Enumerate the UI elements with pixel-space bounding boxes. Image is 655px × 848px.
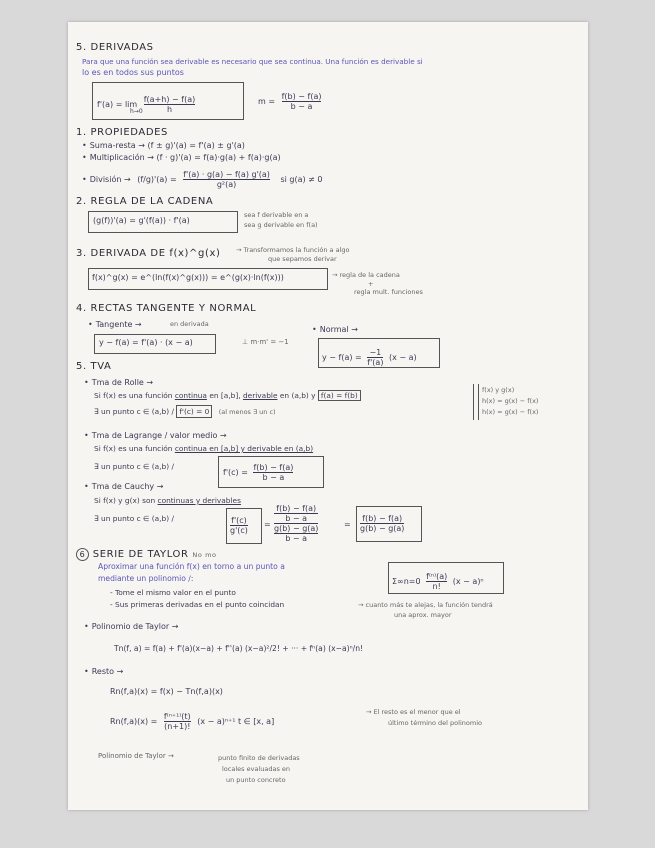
cauchy-title: • Tma de Cauchy → — [84, 482, 163, 492]
intro-line-2: lo es en todos sus puntos — [82, 68, 184, 77]
taylor-note-2: una aprox. mayor — [394, 611, 452, 619]
cauchy-middle-fraction: f(b) − f(a) b − a g(b) − g(a) b − a — [274, 504, 319, 543]
resto-note-1: → El resto es el menor que el — [366, 708, 461, 716]
cauchy-equals-1: = — [264, 520, 271, 529]
taylor-condition-1: - Tome el mismo valor en el punto — [110, 588, 236, 597]
resto-note-2: último término del polinomio — [388, 719, 482, 727]
taylor-condition-2: - Sus primeras derivadas en el punto coincidan — [110, 600, 285, 609]
limit-subscript: h→0 — [130, 108, 143, 115]
section-title-derivada-potencia: 3. DERIVADA DE f(x)^g(x) — [76, 248, 221, 259]
chain-note-2: sea g derivable en f(a) — [244, 221, 318, 229]
polynomial-title: • Polinomio de Taylor → — [84, 622, 178, 632]
rolle-statement: Si f(x) es una función continua en [a,b], derivable en (a,b) y f(a) = f(b) — [94, 391, 361, 401]
tangente-note: en derivada — [170, 320, 209, 328]
perpendicular-note: ⊥ m·m' = −1 — [242, 338, 289, 346]
resto-lagrange-form: Rn(f,a)(x) = $\frac{\text{f⁽ⁿ⁺¹⁾(t)}}{(n+1)!}$ (x − a)ⁿ⁺¹ t ∈ [x, a] — [110, 712, 275, 731]
resto-definition: Rn(f,a)(x) = f(x) − Tn(f,a)(x) — [110, 687, 223, 696]
taylor-definition-1: Aproximar una función f(x) en torno a un punto a — [98, 562, 285, 571]
power-note-mult: regla mult. funciones — [354, 288, 423, 296]
prop-suma-resta: • Suma-resta → (f ± g)'(a) = f'(a) ± g'(a) — [82, 141, 245, 151]
final-note-2: locales evaluadas en — [222, 765, 291, 773]
cauchy-left-fraction: $\frac{f'(c)}{g'(c)}$ — [230, 516, 248, 535]
deriv-note-2: que sepamos derivar — [268, 255, 337, 263]
lagrange-conclusion: ∃ un punto c ∈ (a,b) ∕ — [94, 462, 174, 471]
prop-division: • División → (f/g)'(a) = $\frac{f'(a) \cdot g(a) - f(a) g'(a)}{\text{g²(a)}}$ si g(a) ≠ 0 — [82, 170, 323, 189]
resto-title: • Resto → — [84, 667, 123, 677]
notes-page — [68, 22, 588, 810]
power-note-plus: + — [368, 280, 374, 288]
power-derivative-formula: f(x)^g(x) = e^(ln(f(x)^g(x))) = e^(g(x)·ln(f(x))) — [92, 273, 284, 282]
intro-line-1: Para que una función sea derivable es necesario que sea continua. Una función es derivable si — [82, 57, 423, 66]
chain-rule-formula: (g(f))'(a) = g'(f(a)) · f'(a) — [93, 216, 190, 225]
taylor-polynomial-formula: Tn(f, a) = f(a) + f'(a)(x−a) + f''(a) (x−a)²/2! + ··· + fⁿ(a) (x−a)ⁿ/n! — [114, 644, 364, 653]
section-number-circle: 6 — [76, 548, 89, 561]
derivative-definition: f'(a) = lim $\frac{f(a+h) - f(a)}{h}$ — [97, 95, 196, 114]
rolle-side-1: f(x) y g(x) — [482, 386, 515, 394]
normal-formula: y − f(a) = $\frac{-1}{f'(a)}$ (x − a) — [322, 348, 417, 367]
deriv-note-1: → Transformamos la función a algo — [236, 246, 350, 254]
cauchy-right-fraction: $\frac{f(b) - f(a)}{g(b) - g(a)}$ — [360, 514, 405, 533]
section-title-tva: 5. TVA — [76, 361, 112, 372]
section-title-rectas: 4. RECTAS TANGENTE Y NORMAL — [76, 303, 257, 314]
taylor-note-1: → cuanto más te alejas, la función tendrá — [358, 601, 493, 609]
lagrange-formula: f'(c) = $\frac{f(b) - f(a)}{b - a}$ — [223, 463, 294, 482]
normal-label: • Normal → — [312, 325, 358, 335]
cauchy-statement: Si f(x) y g(x) son continuas y derivables — [94, 496, 241, 505]
rolle-title: • Tma de Rolle → — [84, 378, 153, 388]
lagrange-title: • Tma de Lagrange / valor medio → — [84, 431, 227, 441]
rolle-side-2: h(x) = g(x) − f(x) — [482, 397, 539, 405]
rolle-side-3: h(x) = g(x) − f(x) — [482, 408, 539, 416]
rolle-conclusion: ∃ un punto c ∈ (a,b) ∕ f'(c) = 0 (al menos ∃ un c) — [94, 407, 276, 416]
tangente-label: • Tangente → — [88, 320, 142, 330]
chain-note-1: sea f derivable en a — [244, 211, 309, 219]
final-label: Polinomio de Taylor → — [98, 752, 174, 760]
side-divider — [473, 384, 479, 420]
taylor-series-formula: Σ∞n=0 $\frac{\text{f⁽ⁿ⁾(a)}}{n!}$ (x − a)ⁿ — [392, 572, 484, 591]
cauchy-conclusion: ∃ un punto c ∈ (a,b) ∕ — [94, 514, 174, 523]
slope-formula: m = $\frac{f(b) - f(a)}{b - a}$ — [258, 92, 322, 111]
tangent-formula: y − f(a) = f'(a) · (x − a) — [99, 338, 193, 347]
section-title-propiedades: 1. PROPIEDADES — [76, 127, 168, 138]
power-note-chain: → regla de la cadena — [332, 271, 400, 279]
section-title-taylor: 6 SERIE DE TAYLOR No mo — [76, 548, 217, 561]
section-title-derivadas: 5. DERIVADAS — [76, 42, 154, 53]
cauchy-equals-2: = — [344, 520, 351, 529]
final-note-3: un punto concreto — [226, 776, 286, 784]
final-note-1: punto finito de derivadas — [218, 754, 300, 762]
taylor-definition-2: mediante un polinomio ∕: — [98, 574, 194, 583]
section-title-cadena: 2. REGLA DE LA CADENA — [76, 196, 214, 207]
prop-multiplicacion: • Multiplicación → (f · g)'(a) = f(a)·g(a) + f(a)·g(a) — [82, 153, 281, 163]
lagrange-statement: Si f(x) es una función continua en [a,b] y derivable en (a,b) — [94, 444, 314, 453]
